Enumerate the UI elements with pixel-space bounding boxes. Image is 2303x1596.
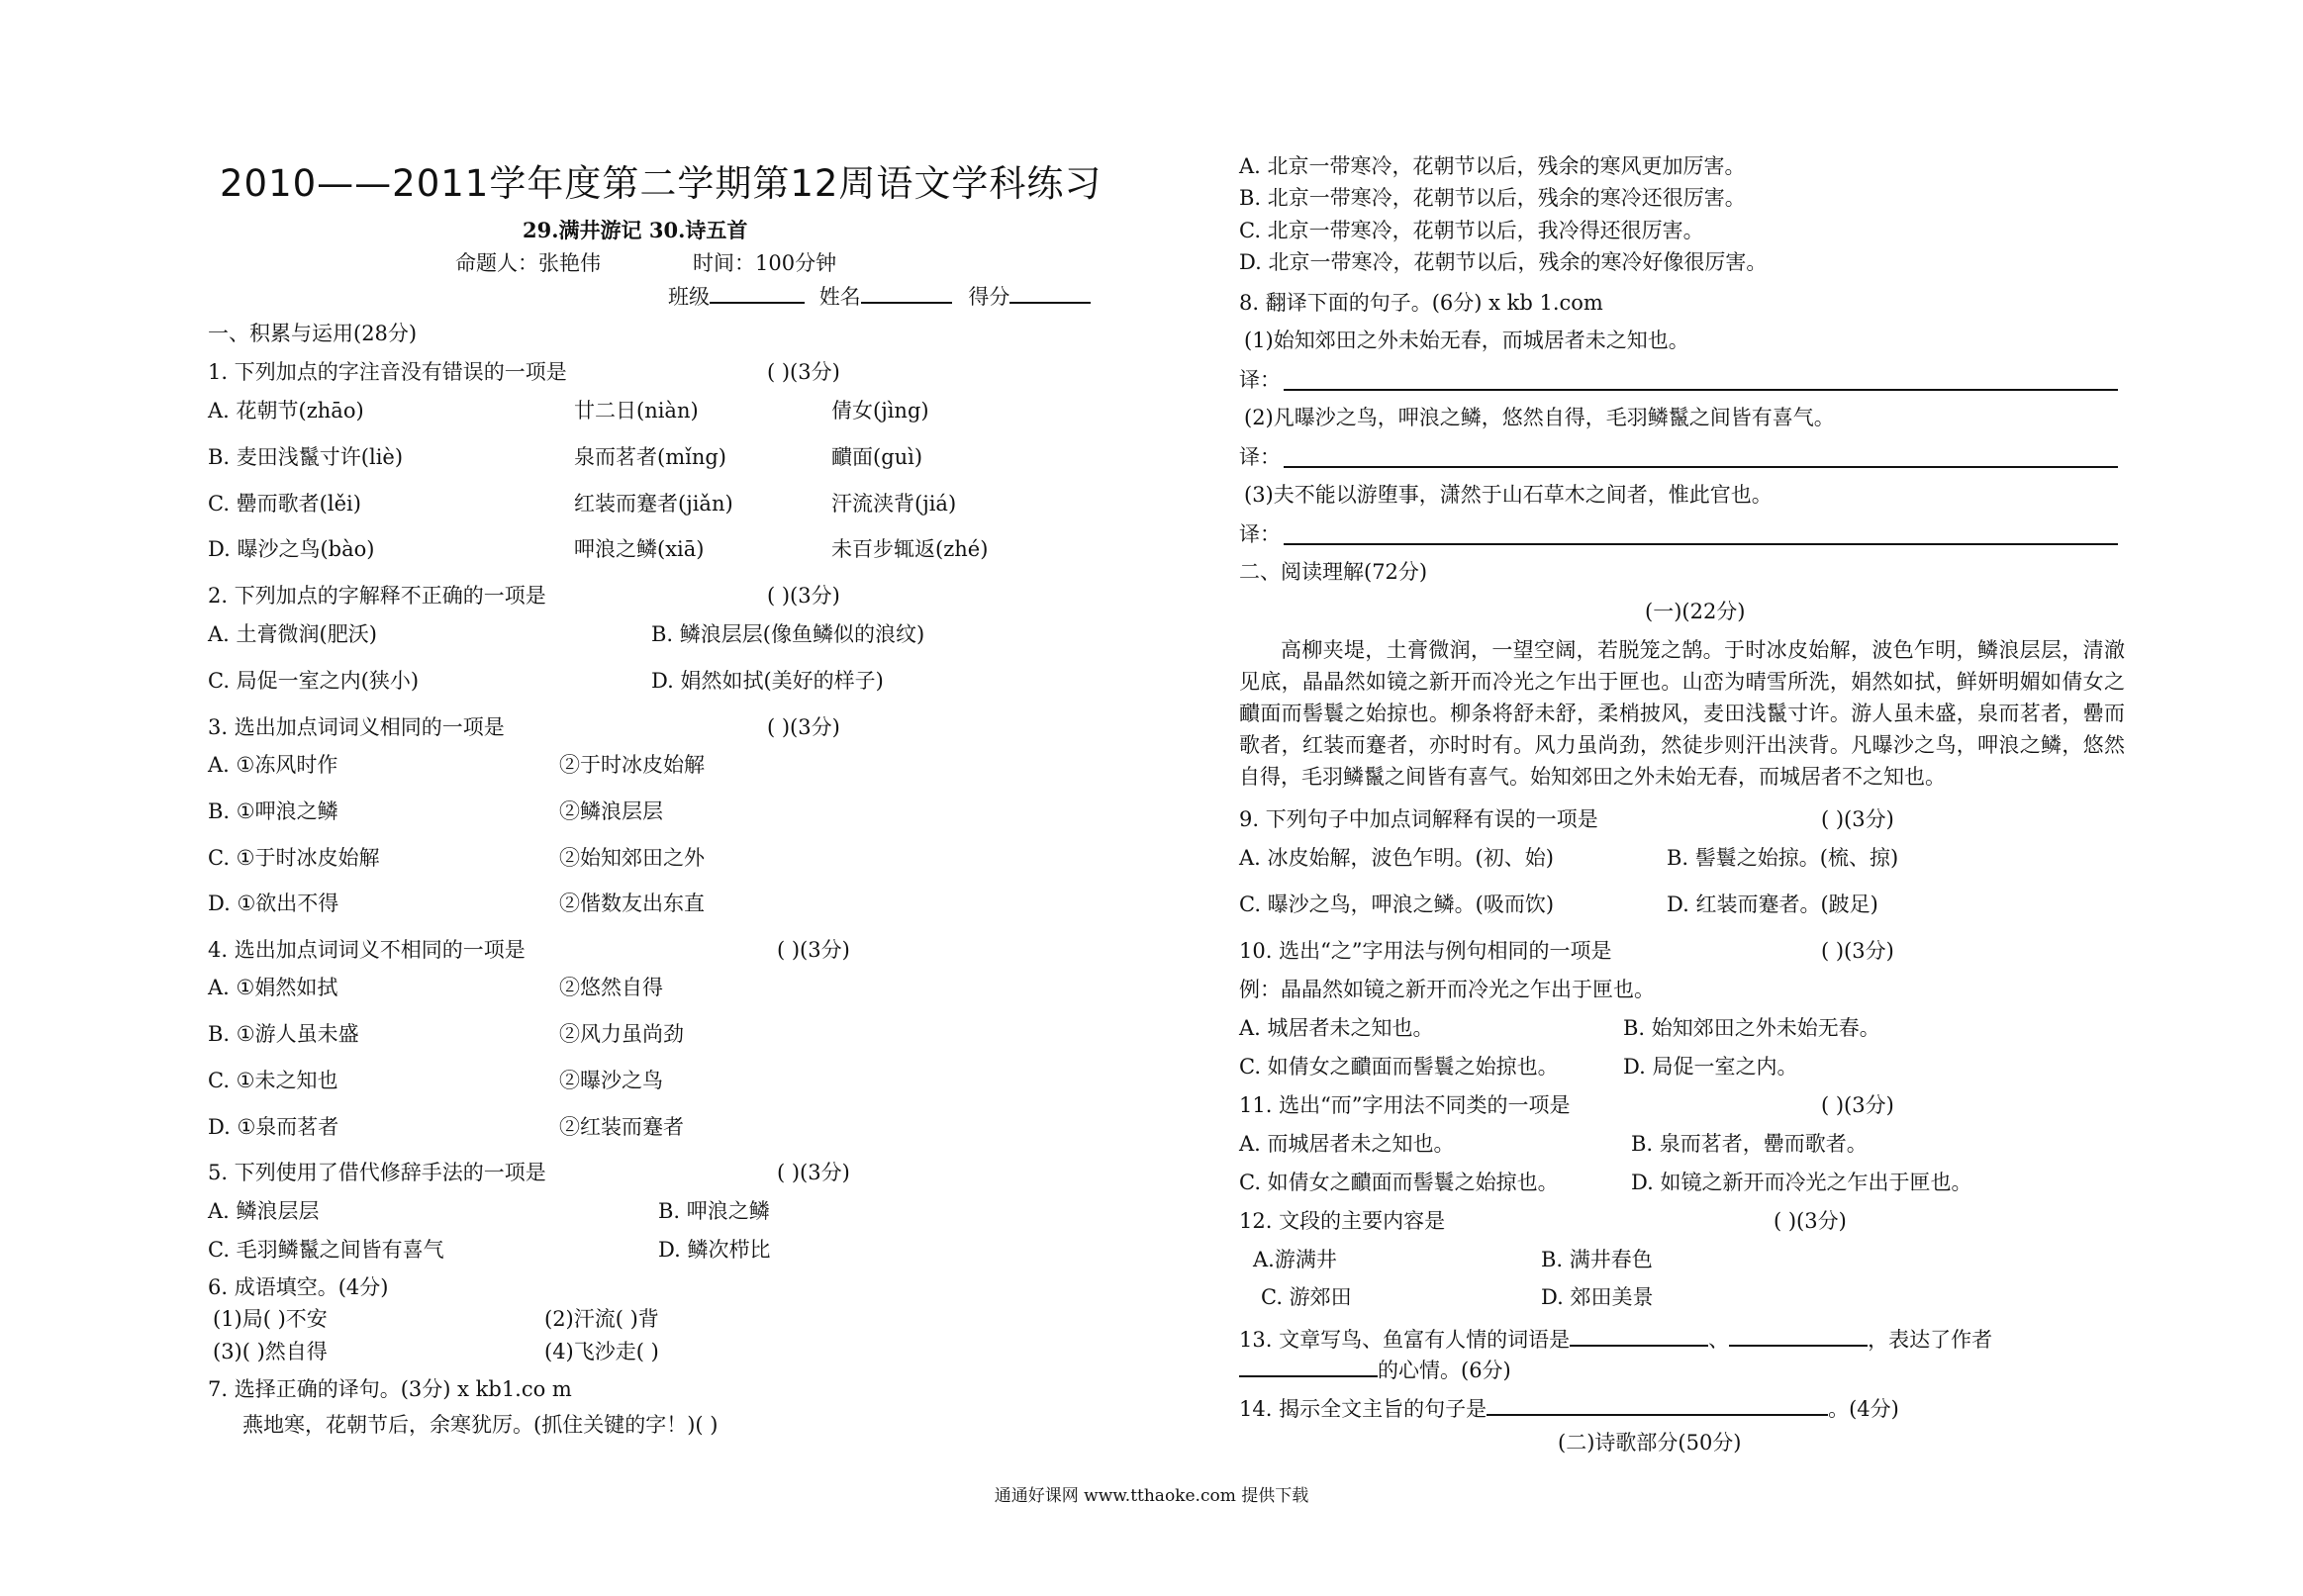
q1-answer-mark[interactable]: ( )(3分) xyxy=(767,360,840,384)
q4-option-b-2: ②风力虽尚劲 xyxy=(559,1022,684,1046)
q12-answer-mark[interactable]: ( )(3分) xyxy=(1774,1209,1847,1233)
q7-stem: 7. 选择正确的译句。(3分) x kb1.co m xyxy=(208,1377,572,1401)
q8-yi-1: 译： xyxy=(1239,368,1281,392)
q8-item-3: (3)夫不能以游堕事，潇然于山石草木之间者，惟此官也。 xyxy=(1244,483,1773,507)
q12-option-c: C. 游郊田 xyxy=(1261,1285,1352,1309)
q4-option-a-2: ②悠然自得 xyxy=(559,976,663,999)
part-2-heading: (二)诗歌部分(50分) xyxy=(1558,1431,1742,1455)
section-2-heading: 二、阅读理解(72分) xyxy=(1239,560,1428,584)
q9-option-a: A. 冰皮始解，波色乍明。(初、始) xyxy=(1239,846,1554,870)
q4-option-a-1: A. ①娟然如拭 xyxy=(208,976,338,999)
q11-option-a: A. 而城居者未之知也。 xyxy=(1239,1132,1455,1156)
q3-option-c-1: C. ①于时冰皮始解 xyxy=(208,846,380,870)
student-fields xyxy=(668,280,1091,312)
subtitle: 29.满井游记 30.诗五首 xyxy=(523,218,748,242)
q7-option-a: A. 北京一带寒冷，花朝节以后，残余的寒风更加厉害。 xyxy=(1239,154,1746,178)
author-line: 命题人：张艳伟 xyxy=(455,251,601,275)
q3-answer-mark[interactable]: ( )(3分) xyxy=(767,715,840,739)
page-footer: 通通好课网 www.tthaoke.com 提供下载 xyxy=(994,1486,1309,1506)
q4-option-c-2: ②曝沙之鸟 xyxy=(559,1069,663,1092)
q7-option-b: B. 北京一带寒冷，花朝节以后，残余的寒冷还很厉害。 xyxy=(1239,186,1746,210)
q4-answer-mark[interactable]: ( )(3分) xyxy=(777,938,850,962)
q5-option-a: A. 鳞浪层层 xyxy=(208,1199,320,1223)
q13-blank-3[interactable] xyxy=(1239,1354,1378,1377)
q8-answer-line-1[interactable] xyxy=(1284,389,2118,391)
q6-item-2[interactable]: (2)汗流( )背 xyxy=(544,1307,659,1331)
q8-item-2: (2)凡曝沙之鸟，呷浪之鳞，悠然自得，毛羽鳞鬣之间皆有喜气。 xyxy=(1244,406,1835,429)
q12-stem: 12. 文段的主要内容是 xyxy=(1239,1209,1446,1233)
q7-option-c: C. 北京一带寒冷，花朝节以后，我冷得还很厉害。 xyxy=(1239,219,1704,242)
q5-option-c: C. 毛羽鳞鬣之间皆有喜气 xyxy=(208,1238,444,1262)
q11-option-c: C. 如倩女之靧面而髻鬟之始掠也。 xyxy=(1239,1171,1559,1194)
q3-option-c-2: ②始知郊田之外 xyxy=(559,846,705,870)
q3-option-b-1: B. ①呷浪之鳞 xyxy=(208,799,338,823)
q1-option-b-1: B. 麦田浅鬣寸许(liè) xyxy=(208,445,404,469)
q10-option-d: D. 局促一室之内。 xyxy=(1623,1055,1798,1079)
q14-line xyxy=(1239,1392,1899,1424)
q5-option-b: B. 呷浪之鳞 xyxy=(658,1199,770,1223)
q1-option-a-3: 倩女(jìng) xyxy=(831,399,929,422)
reading-passage: 高柳夹堤，土膏微润，一望空阔，若脱笼之鹄。于时冰皮始解，波色乍明，鳞浪层层，清澈见底，晶晶然如镜之新开而冷光之乍出于匣也。山峦为晴雪所洗，娟然如拭，鲜妍明媚如倩女之靧面而髻鬟之始掠也。柳条将舒未舒，柔梢披风，麦田浅鬣寸许。游人虽未盛，泉而茗者，罍而歌者，红装而蹇者，亦时时有。风力虽尚劲，然徒步则汗出浃背。凡曝沙之鸟，呷浪之鳞，悠然自得，毛羽鳞鬣之间皆有喜气。始知郊田之外未始无春，而城居者不之知也。 xyxy=(1239,638,2125,789)
q9-option-d: D. 红装而蹇者。(跛足) xyxy=(1667,892,1878,916)
name-blank[interactable] xyxy=(861,280,952,304)
q11-option-b: B. 泉而茗者，罍而歌者。 xyxy=(1631,1132,1868,1156)
q1-option-b-2: 泉而茗者(mǐng) xyxy=(574,445,726,469)
q5-stem: 5. 下列使用了借代修辞手法的一项是 xyxy=(208,1161,546,1184)
q4-option-b-1: B. ①游人虽未盛 xyxy=(208,1022,359,1046)
part-1-heading: (一)(22分) xyxy=(1645,600,1746,623)
q13-separator: 、 xyxy=(1708,1328,1730,1352)
q10-option-a: A. 城居者未之知也。 xyxy=(1239,1016,1434,1040)
q11-option-d: D. 如镜之新开而冷光之乍出于匣也。 xyxy=(1631,1171,1972,1194)
q14-blank[interactable] xyxy=(1487,1392,1828,1416)
score-label: 得分 xyxy=(968,285,1010,309)
time-line: 时间：100分钟 xyxy=(693,251,837,275)
q10-stem: 10. 选出“之”字用法与例句相同的一项是 xyxy=(1239,939,1612,963)
q8-answer-line-2[interactable] xyxy=(1284,466,2118,468)
q2-stem: 2. 下列加点的字解释不正确的一项是 xyxy=(208,584,546,608)
name-label: 姓名 xyxy=(818,285,861,309)
q3-option-d-2: ②偕数友出东直 xyxy=(559,892,705,915)
q1-option-d-1: D. 曝沙之鸟(bào) xyxy=(208,537,375,561)
q2-option-c: C. 局促一室之内(狭小) xyxy=(208,669,420,693)
q1-option-a-1: A. 花朝节(zhāo) xyxy=(208,399,364,422)
q8-item-1: (1)始知郊田之外未始无春，而城居者未之知也。 xyxy=(1244,329,1689,352)
q9-option-b: B. 髻鬟之始掠。(梳、掠) xyxy=(1667,846,1899,870)
q4-option-c-1: C. ①未之知也 xyxy=(208,1069,338,1092)
q4-option-d-1: D. ①泉而茗者 xyxy=(208,1115,339,1139)
q14-stem: 14. 揭示全文主旨的句子是 xyxy=(1239,1397,1487,1421)
q9-option-c: C. 曝沙之鸟，呷浪之鳞。(吸而饮) xyxy=(1239,892,1555,916)
score-blank[interactable] xyxy=(1009,280,1091,304)
q3-option-d-1: D. ①欲出不得 xyxy=(208,892,339,915)
q4-option-d-2: ②红装而蹇者 xyxy=(559,1115,684,1139)
q2-option-d: D. 娟然如拭(美好的样子) xyxy=(651,669,884,693)
q1-option-c-1: C. 罍而歌者(lěi) xyxy=(208,492,361,516)
q14-tail: 。(4分) xyxy=(1828,1397,1899,1421)
q1-option-d-2: 呷浪之鳞(xiā) xyxy=(574,537,705,561)
q8-answer-line-3[interactable] xyxy=(1284,543,2118,545)
q13-line2: 的心情。(6分) xyxy=(1378,1359,1511,1382)
q13-blank-1[interactable] xyxy=(1570,1323,1708,1347)
q1-stem: 1. 下列加点的字注音没有错误的一项是 xyxy=(208,360,567,384)
q7-option-d: D. 北京一带寒冷，花朝节以后，残余的寒冷好像很厉害。 xyxy=(1239,250,1768,274)
q4-stem: 4. 选出加点词词义不相同的一项是 xyxy=(208,938,526,962)
q1-option-c-2: 红装而蹇者(jiǎn) xyxy=(574,492,733,516)
q6-item-1[interactable]: (1)局( )不安 xyxy=(213,1307,328,1331)
q2-answer-mark[interactable]: ( )(3分) xyxy=(767,584,840,608)
q8-stem: 8. 翻译下面的句子。(6分) x kb 1.com xyxy=(1239,291,1603,315)
q1-option-a-2: 廿二日(niàn) xyxy=(574,399,699,422)
q1-option-c-3: 汗流浃背(jiá) xyxy=(831,492,957,516)
q13-blank-2[interactable] xyxy=(1729,1323,1868,1347)
q9-stem: 9. 下列句子中加点词解释有误的一项是 xyxy=(1239,807,1598,831)
q5-answer-mark[interactable]: ( )(3分) xyxy=(777,1161,850,1184)
q13-stem: 13. 文章写鸟、鱼富有人情的词语是 xyxy=(1239,1328,1571,1352)
q13-line-2 xyxy=(1239,1354,1511,1385)
q6-stem: 6. 成语填空。(4分) xyxy=(208,1275,389,1299)
q12-option-a: A.游满井 xyxy=(1253,1248,1337,1271)
page-title: 2010——2011学年度第二学期第12周语文学科练习 xyxy=(220,162,1103,205)
q10-example: 例：晶晶然如镜之新开而冷光之乍出于匣也。 xyxy=(1239,978,1655,1001)
class-blank[interactable] xyxy=(710,280,805,304)
q10-option-b: B. 始知郊田之外未始无春。 xyxy=(1623,1016,1880,1040)
q1-option-b-3: 靧面(guì) xyxy=(831,445,923,469)
q9-answer-mark[interactable]: ( )(3分) xyxy=(1821,807,1894,831)
q10-answer-mark[interactable]: ( )(3分) xyxy=(1821,939,1894,963)
q3-option-b-2: ②鳞浪层层 xyxy=(559,799,663,823)
section-1-heading: 一、积累与运用(28分) xyxy=(208,322,418,345)
q13-tail: ，表达了作者 xyxy=(1868,1328,1993,1352)
q11-answer-mark[interactable]: ( )(3分) xyxy=(1821,1093,1894,1117)
q6-item-3[interactable]: (3)( )然自得 xyxy=(213,1340,328,1363)
q5-option-d: D. 鳞次栉比 xyxy=(658,1238,771,1262)
q6-item-4[interactable]: (4)飞沙走( ) xyxy=(544,1340,659,1363)
q8-yi-2: 译： xyxy=(1239,445,1281,469)
q12-option-d: D. 郊田美景 xyxy=(1541,1285,1654,1309)
q3-stem: 3. 选出加点词词义相同的一项是 xyxy=(208,715,505,739)
class-label: 班级 xyxy=(668,285,710,309)
q2-option-a: A. 土膏微润(肥沃) xyxy=(208,622,377,646)
q3-option-a-1: A. ①冻风时作 xyxy=(208,753,338,777)
q10-option-c: C. 如倩女之靧面而髻鬟之始掠也。 xyxy=(1239,1055,1559,1079)
q13-line xyxy=(1239,1323,1992,1355)
q8-yi-3: 译： xyxy=(1239,522,1281,546)
q1-option-d-3: 未百步辄返(zhé) xyxy=(831,537,989,561)
q3-option-a-2: ②于时冰皮始解 xyxy=(559,753,705,777)
q7-source-line[interactable]: 燕地寒，花朝节后，余寒犹厉。(抓住关键的字！)( ) xyxy=(242,1413,719,1437)
q11-stem: 11. 选出“而”字用法不同类的一项是 xyxy=(1239,1093,1571,1117)
q12-option-b: B. 满井春色 xyxy=(1541,1248,1653,1271)
q2-option-b: B. 鳞浪层层(像鱼鳞似的浪纹) xyxy=(651,622,925,646)
